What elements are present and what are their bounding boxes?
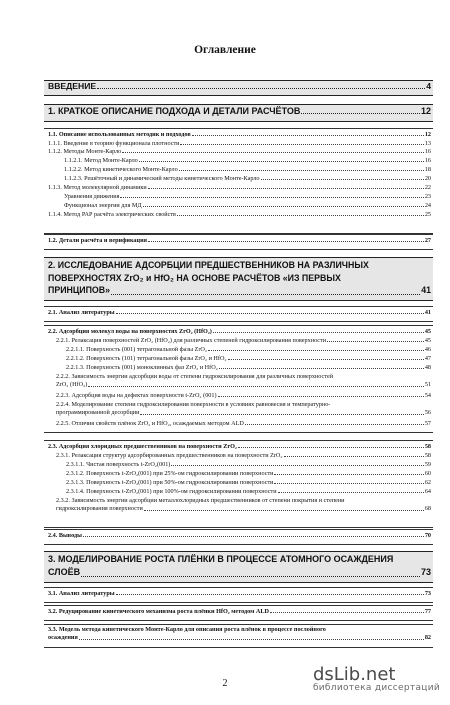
- leader-dots: [228, 359, 424, 360]
- toc-label: 2.3.1.1. Чистая поверхность t-ZrO₂(001): [66, 461, 171, 468]
- leader-dots: [116, 313, 424, 314]
- toc-page: 60: [424, 470, 431, 477]
- toc-entry-ch3[interactable]: [48, 553, 431, 579]
- leader-dots: [218, 396, 424, 397]
- leader-dots: [238, 447, 424, 448]
- toc-entry-s2-3-1[interactable]: [56, 452, 431, 459]
- toc-label: 1.1.2.3. Решёточный и динамический методы кинетического Монте-Карло: [64, 175, 260, 182]
- toc-label-line: СЛОЁВ: [48, 567, 81, 577]
- toc-label-line: 2.2.4. Моделирование степени гидроксилирования поверхности в условиях равновесия и температурно-: [56, 401, 331, 408]
- toc-label: 2.2.3. Адсорбция воды на дефектах поверхности t-ZrO₂ (001): [56, 392, 217, 399]
- toc-entry-s1-1[interactable]: [48, 131, 431, 138]
- toc-entry-s2-2-1[interactable]: [56, 337, 431, 344]
- toc-page: 64: [424, 488, 431, 495]
- toc-label-line: ПРИНЦИПОВ»: [48, 285, 111, 295]
- toc-page: 41: [424, 309, 431, 316]
- leader-dots: [274, 483, 423, 484]
- toc-entry-intro[interactable]: [48, 81, 431, 91]
- toc-page: 18: [424, 166, 431, 173]
- toc-entry-s2-2-1-3[interactable]: [66, 364, 431, 371]
- leader-dots: [122, 152, 424, 153]
- toc-label: 2.3.1.2. Поверхность t-ZrO₂(001) при 25%-ом гидроксилировании поверхности: [66, 470, 274, 477]
- toc-page: 73: [424, 590, 431, 597]
- leader-dots: [144, 510, 424, 511]
- toc-label: Уравнения движения: [64, 193, 120, 200]
- watermark-site: dsLib.net: [312, 664, 396, 685]
- leader-dots: [83, 536, 424, 537]
- toc-page: 27: [424, 237, 431, 244]
- watermark-logo[interactable]: [313, 664, 440, 693]
- toc-page: 48: [424, 364, 431, 371]
- toc-page: 82: [424, 634, 431, 642]
- leader-dots: [179, 170, 424, 171]
- toc-page: 47: [424, 355, 431, 362]
- toc-entry-ch1[interactable]: [48, 106, 431, 116]
- toc-label-line: осаждения: [48, 634, 78, 642]
- toc-label: 2.2.1.2. Поверхность (101) тетрагональной фазы ZrO₂ и HfO₂: [66, 355, 227, 362]
- toc-page: 12: [420, 106, 431, 116]
- leader-dots: [143, 206, 424, 207]
- toc-entry-s1-1-4[interactable]: [48, 211, 431, 218]
- toc-label: 2.2.5. Отличия свойств плёнок ZrO₂ и HfO₂, осаждаемых методом ALD: [56, 420, 244, 427]
- toc-entry-s1-2[interactable]: [48, 237, 431, 244]
- toc-entry-s2-1[interactable]: [48, 309, 431, 316]
- toc-label: Функционал энергии для МД: [64, 202, 142, 209]
- toc-page: 51: [424, 381, 431, 389]
- leader-dots: [177, 215, 424, 216]
- toc-label: 3.1. Анализ литературы: [48, 590, 115, 597]
- toc-label: 3.2. Редуцирование кинетического механизма роста плёнки HfO₂ методом ALD: [48, 608, 269, 615]
- toc-label: 1.1.1. Введение в теорию функционала плотности: [48, 140, 180, 147]
- toc-page: 45: [424, 337, 431, 344]
- toc-entry-s1-1-2[interactable]: [48, 148, 431, 155]
- page-title: Оглавление: [194, 44, 256, 56]
- toc-page: 46: [424, 346, 431, 353]
- toc-label: 1.1. Описание использованных методик и подходов: [48, 131, 191, 138]
- toc-page: 4: [426, 81, 431, 91]
- leader-dots: [284, 456, 424, 457]
- toc-label-line: 3.3. Модель метода кинетического Монте-Карло для описания роста плёнок в процессе послойного: [48, 626, 326, 633]
- toc-entry-s2-3-1-1[interactable]: [66, 461, 431, 468]
- toc-entry-s2-3-1-2[interactable]: [66, 470, 431, 477]
- toc-entry-s2-2[interactable]: [48, 328, 431, 335]
- toc-page: 24: [424, 202, 431, 209]
- toc-label: 2.3.1.3. Поверхность t-ZrO₂(001) при 50%-ом гидроксилировании поверхности: [66, 479, 274, 486]
- toc-page: 13: [424, 140, 431, 147]
- toc-entry-s2-2-3[interactable]: [56, 392, 431, 399]
- toc-page: 45: [424, 328, 431, 335]
- toc-page: 25: [424, 211, 431, 218]
- toc-entry-s2-2-1-2[interactable]: [66, 355, 431, 362]
- toc-entry-s1-1-2-1[interactable]: [64, 157, 431, 164]
- toc-label: 1.1.4. Метод РАР расчёта электрических свойств: [48, 211, 176, 218]
- toc-label-line: 2.3.2. Зависимость энергии адсорбции металлохлоридных предшественников от степени покрытия и степени: [56, 497, 345, 504]
- toc-entry-s2-3-1-3[interactable]: [66, 479, 431, 486]
- toc-label-line: ПОВЕРХНОСТЯХ ZrO₂ и HfO₂ НА ОСНОВЕ РАСЧЁТОВ «ИЗ ПЕРВЫХ: [48, 272, 341, 283]
- leader-dots: [171, 465, 423, 466]
- leader-dots: [111, 294, 420, 295]
- toc-entry-s2-2-1-1[interactable]: [66, 346, 431, 353]
- toc-entry-s2-3-1-4[interactable]: [66, 488, 431, 495]
- toc-page: 68: [424, 505, 431, 513]
- toc-entry-s1-1-3b[interactable]: [64, 202, 431, 209]
- toc-entry-s1-1-1[interactable]: [48, 140, 431, 147]
- leader-dots: [261, 179, 424, 180]
- toc-entry-s1-1-3[interactable]: [48, 184, 431, 191]
- toc-label-line: гидроксилирования поверхности: [56, 505, 143, 513]
- toc-page: 16: [424, 157, 431, 164]
- toc-label: 2.4. Выводы: [48, 532, 82, 539]
- toc-page: 57: [424, 420, 431, 427]
- toc-entry-s2-3[interactable]: [48, 443, 431, 450]
- leader-dots: [180, 144, 423, 145]
- toc-page: 23: [424, 193, 431, 200]
- toc-label: ВВЕДЕНИЕ: [48, 81, 97, 91]
- leader-dots: [120, 197, 423, 198]
- leader-dots: [97, 88, 425, 89]
- toc-label: 1.1.3. Метод молекулярной динамики: [48, 184, 147, 191]
- toc-label: 1.1.2.2. Метод кинетического Монте-Карло: [64, 166, 178, 173]
- leader-dots: [148, 241, 424, 242]
- toc-label: 2.2.1.3. Поверхность (001) моноклинных фаз ZrO₂ и HfO₂: [66, 364, 218, 371]
- leader-dots: [219, 368, 424, 369]
- toc-label: 2.2.1. Релаксация поверхностей ZrO₂ (HfO₂) для различных степеней гидроксилирования поверхности: [56, 337, 327, 344]
- leader-dots: [79, 639, 424, 640]
- leader-dots: [116, 594, 424, 595]
- toc-label: 1. КРАТКОЕ ОПИСАНИЕ ПОДХОДА И ДЕТАЛИ РАСЧЁТОВ: [48, 106, 301, 116]
- toc-page: 56: [424, 409, 431, 417]
- toc-label: 2.2.1.1. Поверхность (001) тетрагональной фазы ZrO₂: [66, 346, 208, 353]
- toc-label: 1.2. Детали расчёта и верификация: [48, 237, 147, 244]
- leader-dots: [301, 113, 420, 114]
- toc-page: 70: [424, 532, 431, 539]
- toc-label-line: 2. ИССЛЕДОВАНИЕ АДСОРБЦИИ ПРЕДШЕСТВЕННИКОВ НА РАЗЛИЧНЫХ: [48, 260, 369, 270]
- toc-label-line: 2.2.2. Зависимость энергии адсорбции воды от степени гидроксилирования для различных поверхностей: [56, 373, 333, 380]
- toc-entry-ch2[interactable]: [48, 259, 431, 297]
- leader-dots: [139, 161, 424, 162]
- toc-label: 2.2. Адсорбция молекул воды на поверхностях ZrO₂ (HfO₂): [48, 328, 212, 335]
- toc-entry-s1-1-2-2[interactable]: [64, 166, 431, 173]
- toc-page: 62: [424, 479, 431, 486]
- toc-page: 16: [424, 148, 431, 155]
- toc-entry-s2-2-4[interactable]: [56, 401, 431, 417]
- leader-dots: [208, 350, 424, 351]
- leader-dots: [140, 414, 423, 415]
- toc-entry-s2-2-2[interactable]: [56, 373, 431, 389]
- toc-entry-s1-1-2-3[interactable]: [64, 175, 431, 182]
- toc-label: 2.3.1. Релаксация структур адсорбированных предшественников на поверхности ZrO₂: [56, 452, 283, 459]
- toc-label: 1.1.2. Методы Монте-Карло: [48, 148, 122, 155]
- leader-dots: [81, 576, 420, 577]
- toc-page: 12: [424, 131, 431, 138]
- toc-page: 20: [424, 175, 431, 182]
- toc-label: 2.1. Анализ литературы: [48, 309, 115, 316]
- toc-page: 59: [424, 461, 431, 468]
- toc-page: 41: [421, 285, 431, 295]
- toc-page: 77: [424, 608, 431, 615]
- toc-entry-s2-4[interactable]: [48, 532, 431, 539]
- toc-entry-s3-2[interactable]: [48, 608, 431, 615]
- toc-entry-s3-3[interactable]: [48, 626, 431, 642]
- leader-dots: [88, 386, 424, 387]
- toc-page: 22: [424, 184, 431, 191]
- toc-entry-s2-3-2[interactable]: [56, 497, 431, 513]
- toc-label-line: 3. МОДЕЛИРОВАНИЕ РОСТА ПЛЁНКИ В ПРОЦЕССЕ АТОМНОГО ОСАЖДЕНИЯ: [48, 554, 394, 564]
- toc-entry-s2-2-5[interactable]: [56, 420, 431, 427]
- leader-dots: [274, 474, 423, 475]
- leader-dots: [148, 188, 424, 189]
- toc-label: 1.1.2.1. Метод Монте-Карло: [64, 157, 138, 164]
- leader-dots: [192, 135, 424, 136]
- toc-entry-s3-1[interactable]: [48, 590, 431, 597]
- toc-label-line: программированной десорбции: [56, 409, 140, 417]
- toc-label-line: ZrO₂ (HfO₂): [56, 381, 88, 389]
- toc-page: 58: [424, 443, 431, 450]
- toc-page: 58: [424, 452, 431, 459]
- leader-dots: [270, 612, 424, 613]
- leader-dots: [245, 424, 424, 425]
- leader-dots: [327, 341, 424, 342]
- watermark-tagline: библиотека диссертаций: [312, 683, 440, 693]
- toc-page: 54: [424, 392, 431, 399]
- toc-label: 2.3.1.4. Поверхность t-ZrO₂(001) при 100%-ом гидроксилировании поверхности: [66, 488, 277, 495]
- leader-dots: [213, 332, 424, 333]
- page-number: 2: [222, 678, 228, 689]
- toc-page: 73: [420, 567, 431, 577]
- toc-label: 2.3. Адсорбция хлоридных предшественников на поверхности ZrO₂: [48, 443, 237, 450]
- toc-entry-s1-1-3a[interactable]: [64, 193, 431, 200]
- leader-dots: [278, 492, 424, 493]
